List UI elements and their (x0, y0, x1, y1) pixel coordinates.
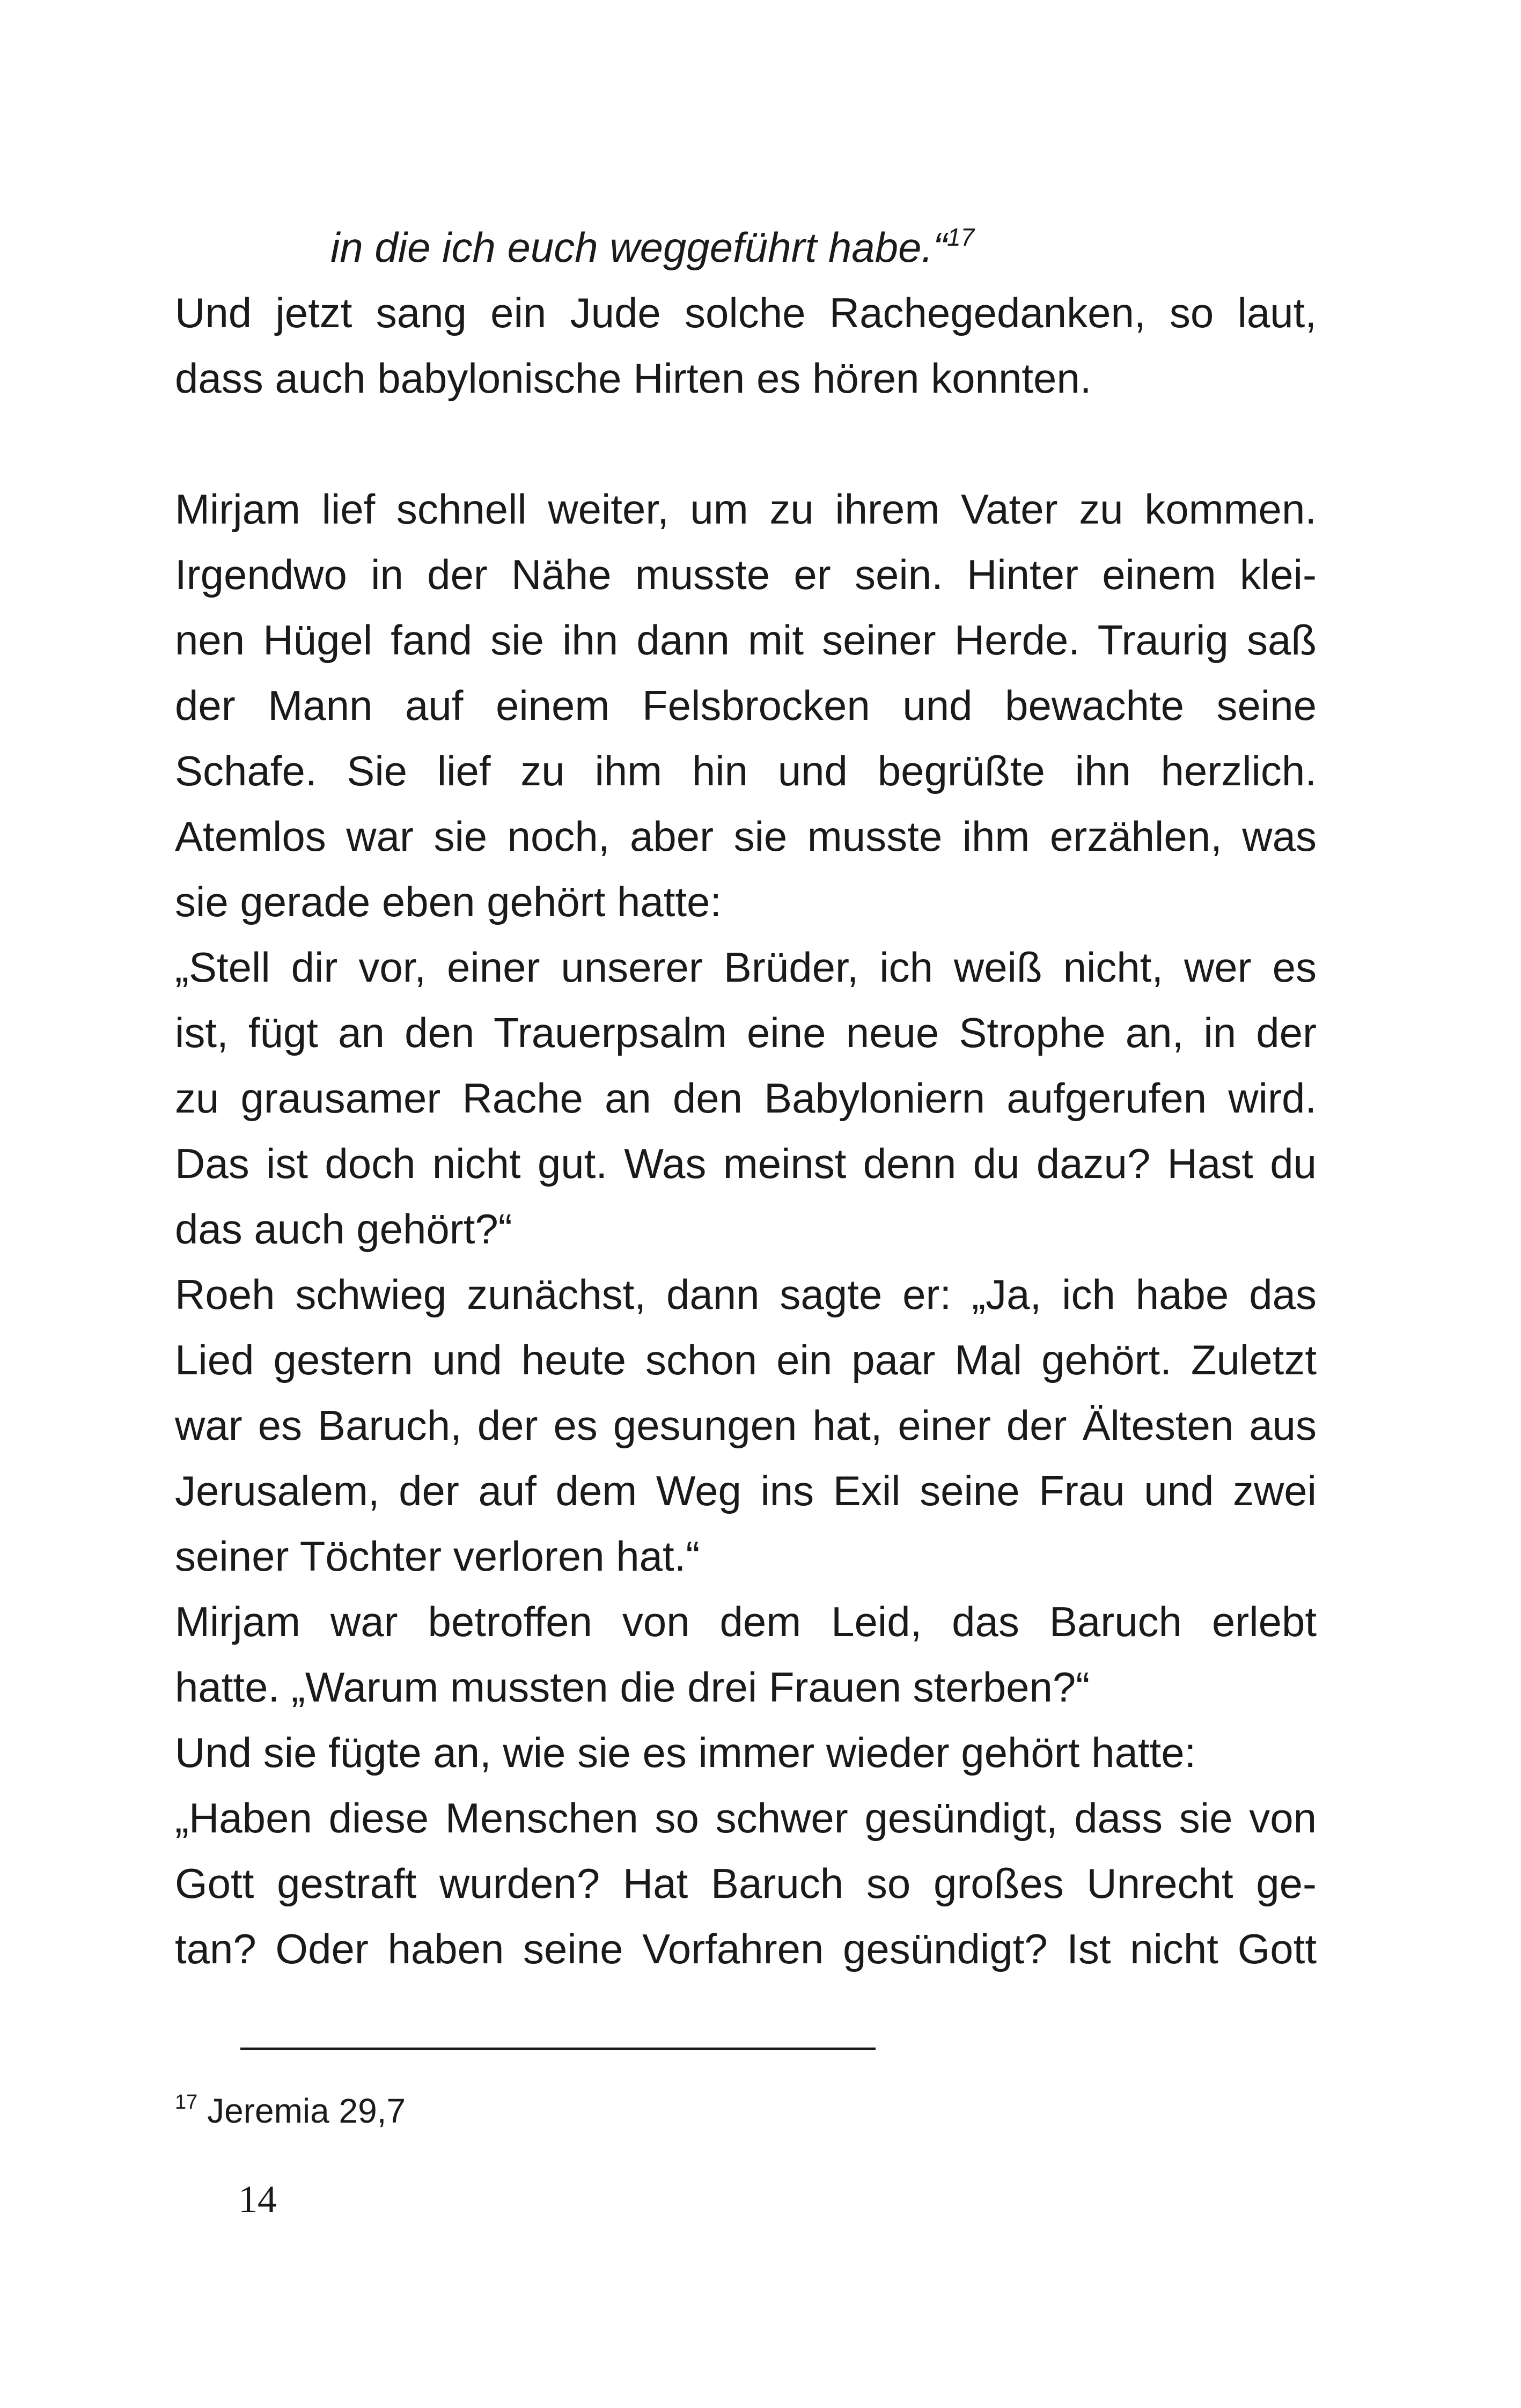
footnote (175, 2087, 406, 2135)
text-line: Lied gestern und heute schon ein paar Mal gehört. Zuletzt (175, 1336, 1317, 1383)
text-line: zu grausamer Rache an den Babyloniern aufgerufen wird. (175, 1074, 1317, 1122)
text-line: Jerusalem, der auf dem Weg ins Exil seine Frau und zwei (175, 1467, 1317, 1514)
text-line: Gott gestraft wurden? Hat Baruch so großes Unrecht ge- (175, 1860, 1317, 1907)
text-line: Mirjam lief schnell weiter, um zu ihrem Vater zu kommen. (175, 485, 1317, 533)
text-line: Atemlos war sie noch, aber sie musste ihm erzählen, was (175, 813, 1317, 860)
quote-line (175, 215, 1317, 280)
text-line: Irgendwo in der Nähe musste er sein. Hinter einem klei- (175, 551, 1317, 598)
text-line: Roeh schwieg zunächst, dann sagte er: „Ja, ich habe das (175, 1271, 1317, 1318)
text-line: hatte. „Warum mussten die drei Frauen sterben?“ (175, 1663, 1090, 1711)
text-line: seiner Töchter verloren hat.“ (175, 1533, 700, 1580)
footnote-text: Jeremia 29,7 (207, 2092, 406, 2130)
text-line: sie gerade eben gehört hatte: (175, 878, 722, 925)
text-line: nen Hügel fand sie ihn dann mit seiner Herde. Traurig saß (175, 616, 1317, 664)
paragraph-gap (175, 411, 1317, 476)
text-line: Und sie fügte an, wie sie es immer wieder gehört hatte: (175, 1729, 1196, 1776)
text-line: dass auch babylonische Hirten es hören konnten. (175, 355, 1092, 402)
main-text (175, 215, 1317, 1982)
text-line: „Haben diese Menschen so schwer gesündigt, dass sie von (175, 1794, 1317, 1842)
text-line: „Stell dir vor, einer unserer Brüder, ich weiß nicht, wer es (175, 944, 1317, 991)
page-number: 14 (238, 2178, 277, 2221)
footnote-number: 17 (175, 2091, 198, 2114)
text-line: Das ist doch nicht gut. Was meinst denn du dazu? Hast du (175, 1140, 1317, 1187)
text-line: Schafe. Sie lief zu ihm hin und begrüßte ihn herzlich. (175, 747, 1317, 794)
text-line: war es Baruch, der es gesungen hat, einer der Ältesten aus (175, 1402, 1317, 1449)
text-line: der Mann auf einem Felsbrocken und bewachte seine (175, 682, 1317, 729)
quote-text: in die ich euch weggeführt habe.“ (330, 224, 947, 271)
text-line: Mirjam war betroffen von dem Leid, das Baruch erlebt (175, 1598, 1317, 1645)
text-line: das auch gehört?“ (175, 1205, 512, 1253)
footnote-reference: 17 (947, 223, 975, 251)
footnote-separator (240, 2048, 876, 2050)
text-line: ist, fügt an den Trauerpsalm eine neue Strophe an, in der (175, 1009, 1317, 1056)
text-line: Und jetzt sang ein Jude solche Rachegedanken, so laut, (175, 289, 1317, 336)
text-line: tan? Oder haben seine Vorfahren gesündigt? Ist nicht Gott (175, 1925, 1317, 1972)
